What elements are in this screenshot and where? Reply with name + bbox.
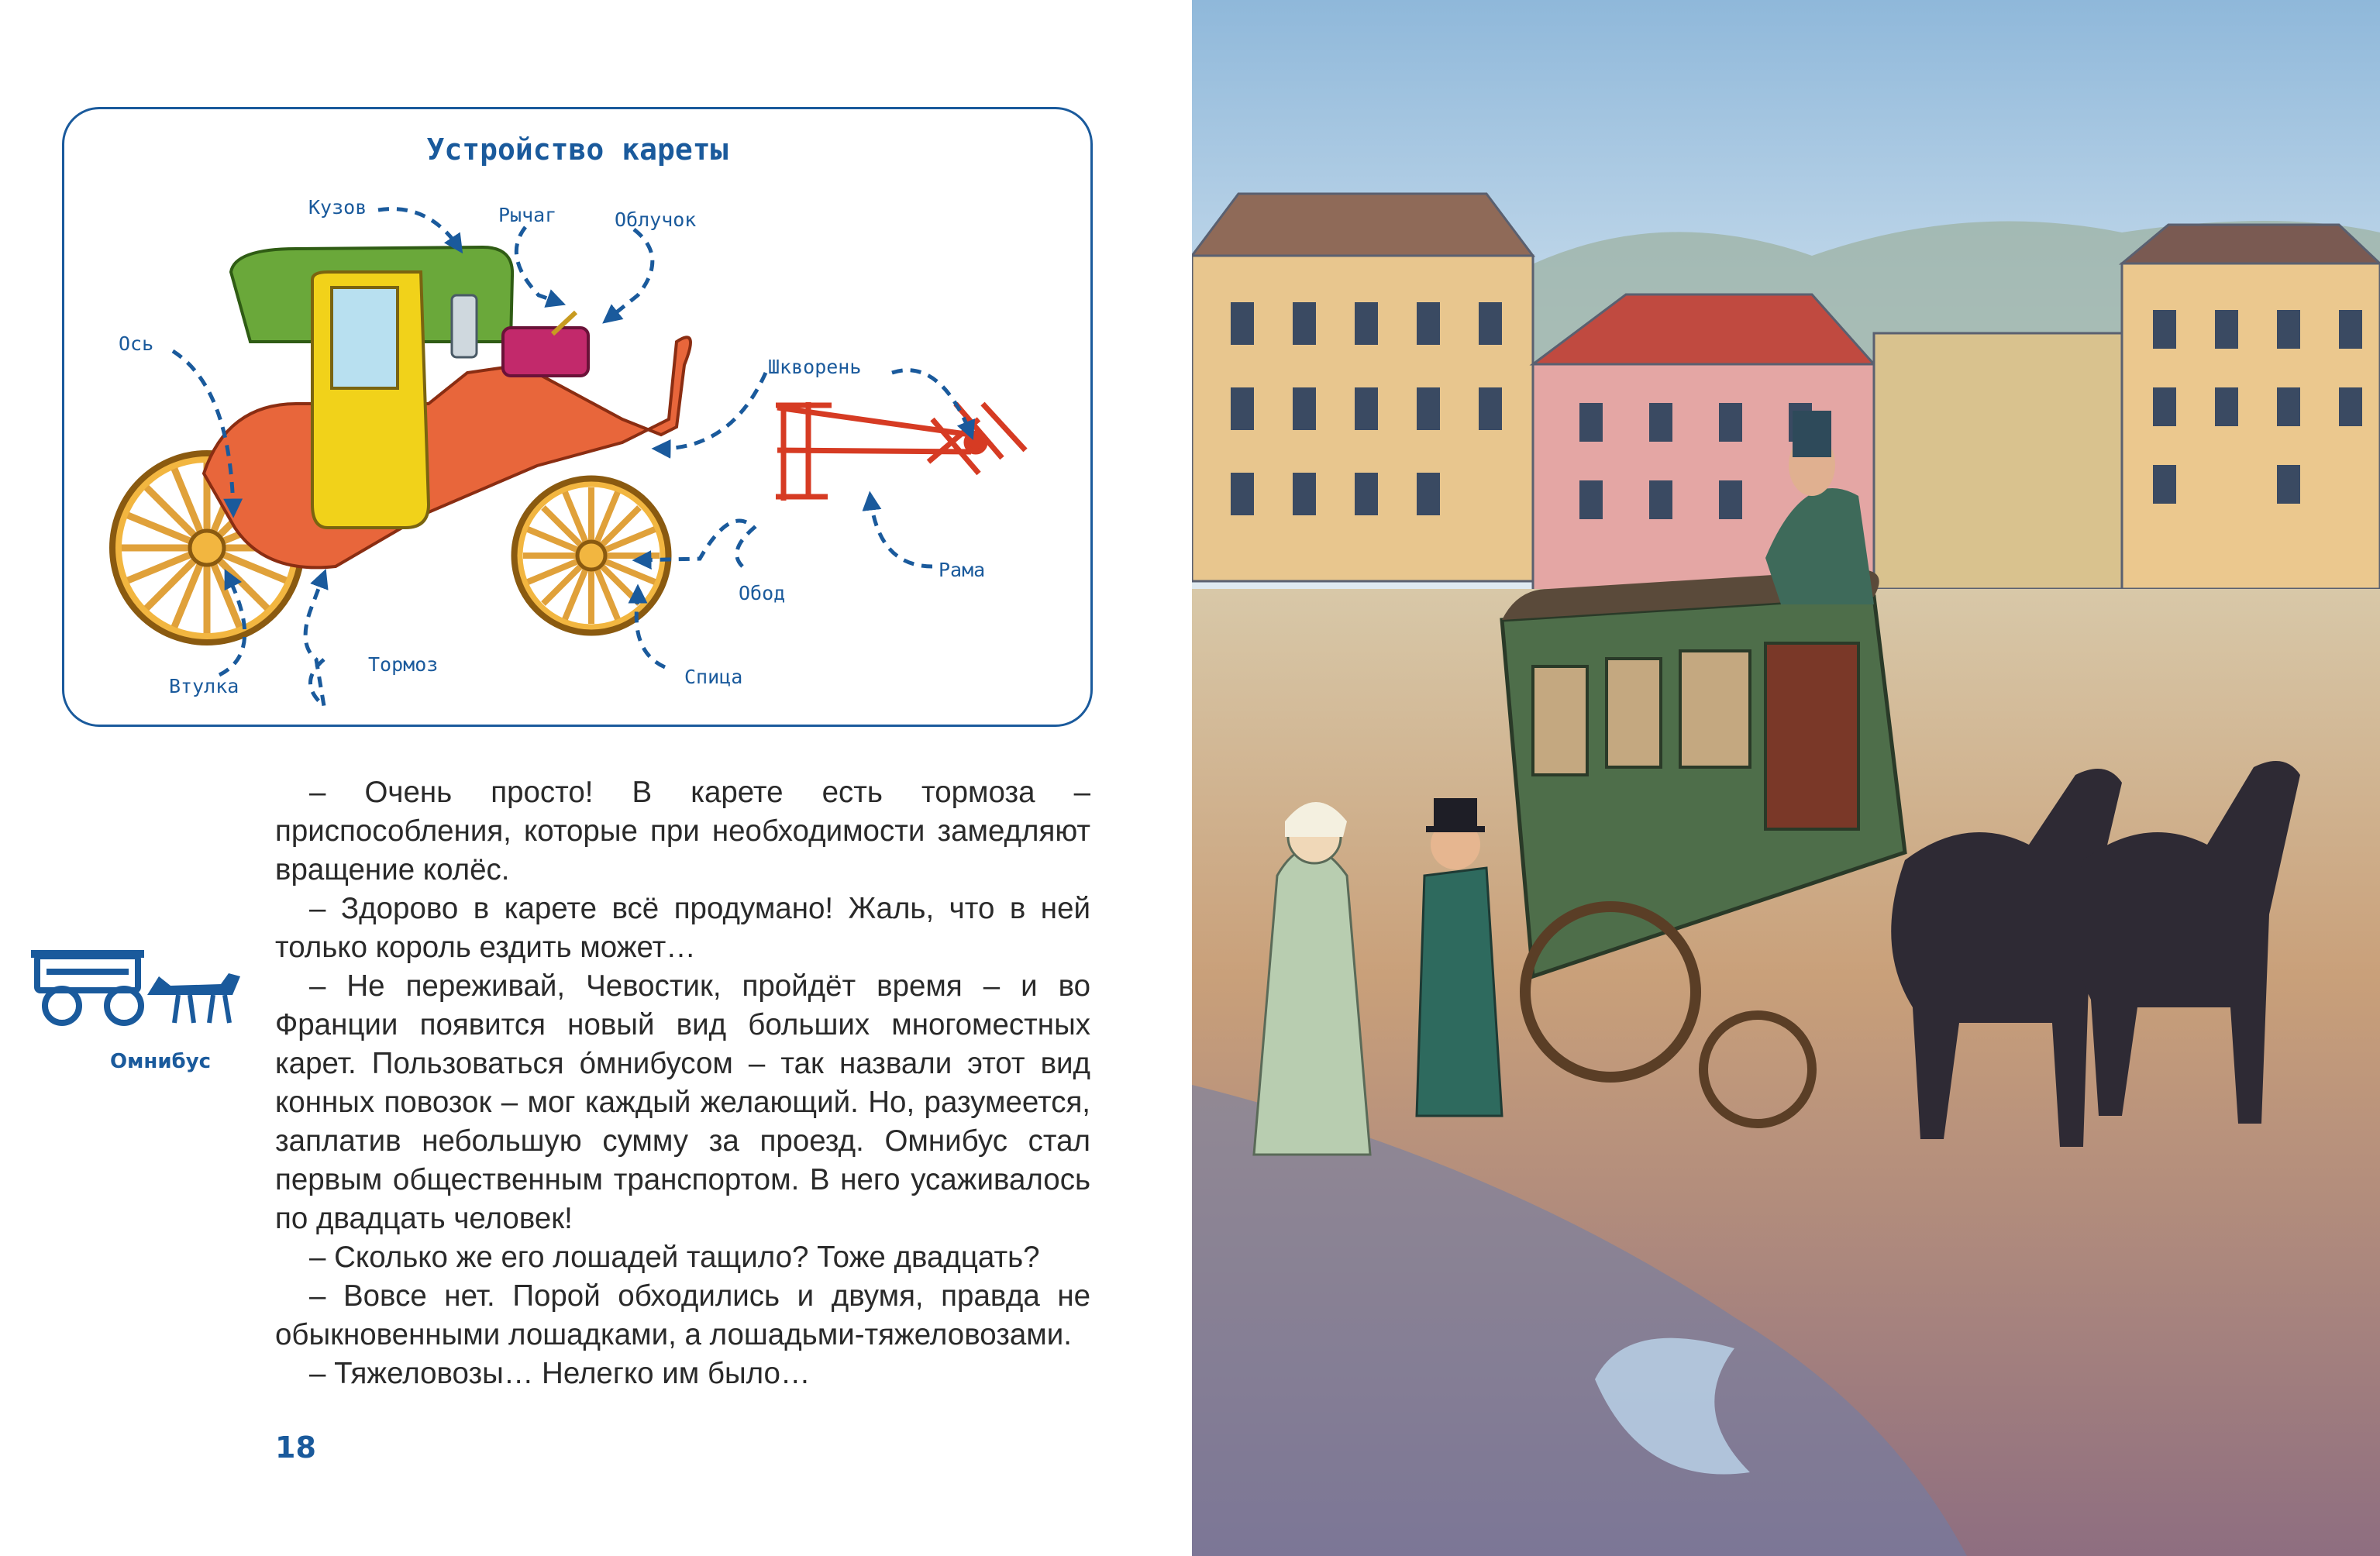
label-tormoz: Тормоз [368, 653, 439, 676]
coachman-seat [503, 328, 588, 376]
paragraph: – Сколько же его лошадей тащило? Тоже двадцать? [309, 1241, 1040, 1274]
street-scene-painting [1192, 0, 2380, 1556]
paragraph: – Здорово в карете всё продумано! Жаль, что в ней только король ездить может… [275, 892, 1090, 964]
label-rychag: Рычаг [498, 204, 557, 226]
omnibus-illustration [1192, 0, 2380, 1556]
carriage-window [332, 287, 398, 388]
label-vtulka: Втулка [169, 675, 239, 697]
label-kuzov: Кузов [308, 196, 367, 219]
label-os: Ось [119, 332, 154, 355]
label-oblu: Облучок [615, 208, 697, 231]
omnibus-caption: Омнибус [110, 1050, 212, 1073]
diagram-title: Устройство кареты [426, 133, 728, 167]
page-number: 18 [275, 1430, 316, 1465]
label-spica: Спица [684, 666, 743, 688]
label-obod: Обод [739, 582, 786, 604]
body-text [275, 773, 1090, 1393]
label-shkvoren: Шкворень [768, 356, 862, 378]
paragraph: – Вовсе нет. Порой обходились и двумя, правда не обыкновенными лошадками, а лошадьми-тяжеловозами. [275, 1279, 1090, 1351]
paragraph: – Не переживай, Чевостик, пройдёт время – и во Франции появится новый вид больших многоместных карет. Пользоваться о́мнибусом – так назвали этот вид конных повозок – мог каждый желающий. Но, разумеется, заплатив небольшую сумму за проезд. Омнибус стал первым общественным транспортом. В него усаживалось по двадцать человек! [275, 969, 1090, 1235]
omnibus-icon [31, 945, 248, 1031]
paragraph: – Очень просто! В карете есть тормоза – приспособления, которые при необходимости замедляют вращение колёс. [275, 776, 1090, 886]
label-rama: Рама [939, 559, 986, 581]
front-wheel [515, 480, 667, 632]
lamp [452, 295, 477, 357]
carriage-diagram-panel [62, 107, 1093, 727]
frame-drawing [776, 402, 1025, 501]
paragraph: – Тяжеловозы… Нелегко им было… [309, 1357, 811, 1390]
carriage-diagram [64, 109, 1095, 729]
